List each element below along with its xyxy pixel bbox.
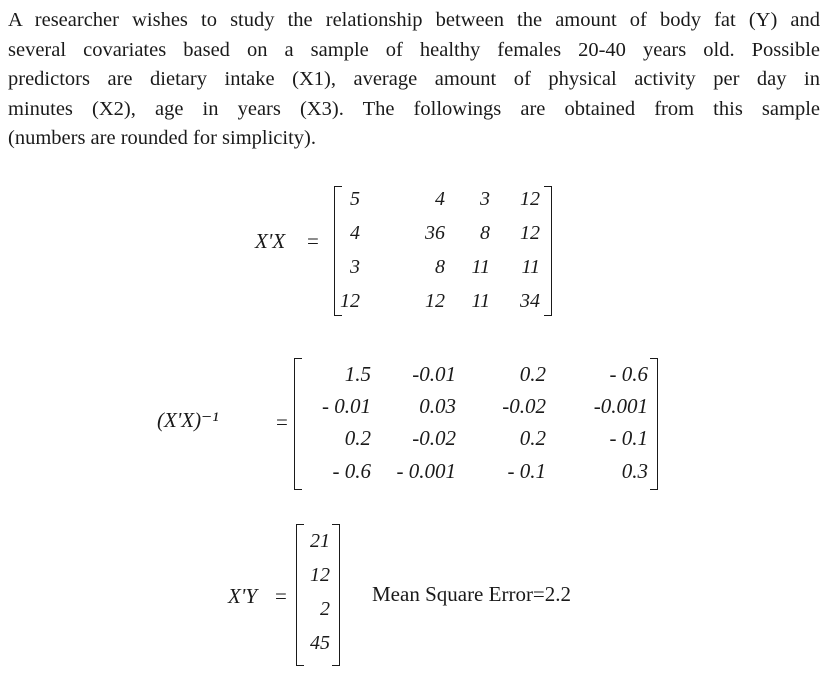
right-bracket xyxy=(650,358,658,490)
matrix-cell: 4 xyxy=(350,222,360,244)
xtx-inverse-label: (X'X)⁻¹ xyxy=(157,408,219,432)
matrix-cell: - 0.6 xyxy=(609,362,648,386)
xtx-matrix xyxy=(334,186,552,316)
matrix-cell: 11 xyxy=(471,256,490,278)
matrix-cell: -0.001 xyxy=(593,394,648,418)
matrix-cell: 36 xyxy=(425,222,445,244)
matrix-cell: 8 xyxy=(480,222,490,244)
matrix-cell: - 0.01 xyxy=(322,394,371,418)
matrix-cell: 4 xyxy=(435,188,445,210)
right-bracket xyxy=(544,186,552,316)
matrix-cell: 12 xyxy=(520,222,540,244)
xty-equals: = xyxy=(275,584,287,608)
right-bracket xyxy=(332,524,340,666)
statement-line: predictors are dietary intake (X1), average amount of physical activity per day in xyxy=(8,68,820,90)
left-bracket xyxy=(294,358,302,490)
matrix-cell: 12 xyxy=(340,290,360,312)
matrix-cell: - 0.1 xyxy=(609,426,648,450)
statement-line: several covariates based on a sample of healthy females 20-40 years old. Possible xyxy=(8,38,820,61)
xtx-label: X'X xyxy=(255,229,286,253)
xty-label: X'Y xyxy=(228,584,257,608)
matrix-cell: 8 xyxy=(435,256,445,278)
left-bracket xyxy=(296,524,304,666)
matrix-cell: 34 xyxy=(520,290,540,312)
xtx-inverse-matrix xyxy=(294,358,658,490)
mean-square-error: Mean Square Error=2.2 xyxy=(372,582,572,606)
problem-statement xyxy=(8,6,820,154)
matrix-cell: - 0.6 xyxy=(332,459,371,483)
matrix-cell: 0.3 xyxy=(621,459,648,483)
matrix-cell: 2 xyxy=(320,598,330,620)
matrix-cell: - 0.001 xyxy=(396,459,456,483)
matrix-cell: 0.03 xyxy=(419,394,456,418)
xtx-inverse-equals: = xyxy=(276,410,288,434)
matrix-cell: -0.02 xyxy=(412,426,456,450)
matrix-cell: - 0.1 xyxy=(507,459,546,483)
matrix-cell: 45 xyxy=(310,632,330,654)
matrix-cell: 5 xyxy=(350,188,360,210)
matrix-cell: 12 xyxy=(425,290,445,312)
statement-line: (numbers are rounded for simplicity). xyxy=(8,127,316,149)
matrix-cell: 0.2 xyxy=(519,426,546,450)
matrix-cell: 0.2 xyxy=(519,362,546,386)
matrix-cell: 3 xyxy=(480,188,490,210)
matrix-cell: 3 xyxy=(350,256,360,278)
matrix-cell: 12 xyxy=(310,564,330,586)
matrix-cell: -0.01 xyxy=(412,362,456,386)
xty-vector xyxy=(296,524,340,666)
statement-line: A researcher wishes to study the relationship between the amount of body fat (Y) and xyxy=(8,9,820,31)
matrix-cell: 0.2 xyxy=(344,426,371,450)
statement-line: minutes (X2), age in years (X3). The followings are obtained from this sample xyxy=(8,97,820,120)
matrix-cell: 1.5 xyxy=(344,362,371,386)
xtx-equals: = xyxy=(307,229,319,253)
matrix-cell: 11 xyxy=(521,256,540,278)
matrix-cell: 21 xyxy=(310,530,330,552)
matrix-cell: -0.02 xyxy=(502,394,546,418)
matrix-cell: 11 xyxy=(471,290,490,312)
matrix-cell: 12 xyxy=(520,188,540,210)
